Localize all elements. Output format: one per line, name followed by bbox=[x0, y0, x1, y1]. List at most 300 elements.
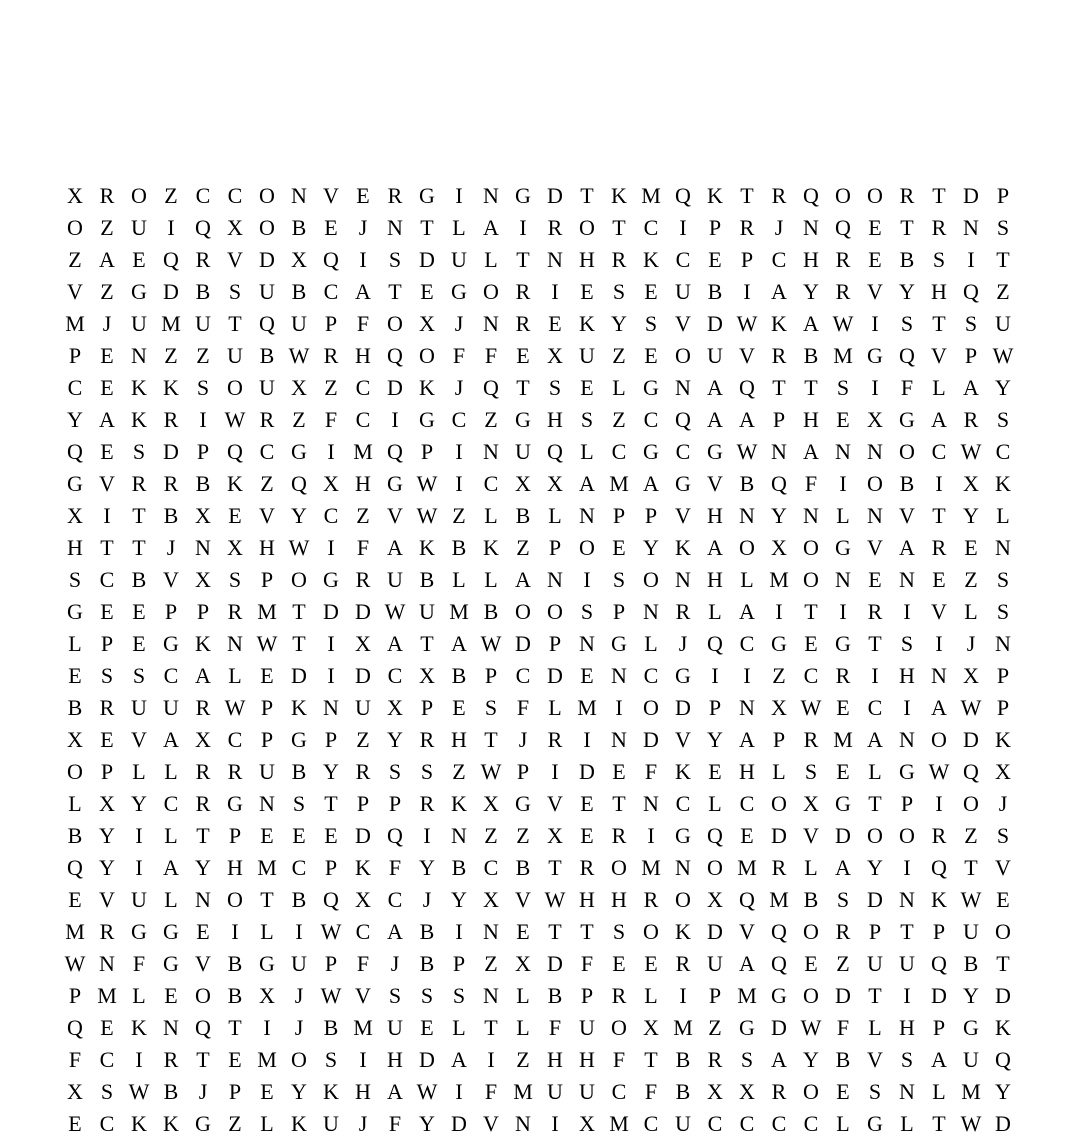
grid-letter: L bbox=[644, 631, 658, 656]
grid-letter: R bbox=[835, 663, 851, 688]
grid-letter: U bbox=[195, 311, 211, 336]
grid-letter: A bbox=[355, 279, 371, 304]
grid-letter: A bbox=[835, 855, 851, 880]
grid-row bbox=[59, 724, 1019, 756]
grid-letter: M bbox=[961, 1079, 981, 1104]
grid-letter: N bbox=[803, 503, 819, 528]
grid-letter: K bbox=[131, 375, 147, 400]
grid-letter: E bbox=[100, 727, 114, 752]
grid-letter: W bbox=[416, 503, 438, 528]
grid-letter: W bbox=[960, 887, 982, 912]
grid-letter: L bbox=[548, 503, 562, 528]
grid-letter: B bbox=[227, 951, 243, 976]
grid-letter: C bbox=[451, 407, 467, 432]
grid-letter: E bbox=[644, 279, 658, 304]
grid-letter: F bbox=[388, 855, 402, 880]
grid-letter: K bbox=[131, 1015, 147, 1040]
grid-letter: E bbox=[132, 599, 146, 624]
grid-letter: Z bbox=[964, 823, 978, 848]
grid-letter: E bbox=[228, 1047, 242, 1072]
grid-letter: D bbox=[867, 887, 883, 912]
grid-letter: G bbox=[515, 791, 531, 816]
grid-letter: S bbox=[644, 311, 658, 336]
grid-letter: S bbox=[484, 695, 498, 720]
grid-row bbox=[59, 852, 1019, 884]
grid-letter: K bbox=[995, 1015, 1011, 1040]
grid-row bbox=[59, 660, 1019, 692]
grid-letter: W bbox=[960, 439, 982, 464]
grid-letter: N bbox=[547, 247, 563, 272]
grid-letter: E bbox=[260, 823, 274, 848]
grid-letter: Z bbox=[772, 663, 786, 688]
grid-letter: I bbox=[743, 663, 751, 688]
grid-letter: F bbox=[900, 375, 914, 400]
grid-letter: E bbox=[516, 919, 530, 944]
grid-letter: N bbox=[291, 183, 307, 208]
grid-letter: F bbox=[132, 951, 146, 976]
grid-letter: A bbox=[803, 439, 819, 464]
grid-letter: T bbox=[644, 1047, 658, 1072]
grid-letter: R bbox=[771, 183, 787, 208]
grid-letter: R bbox=[99, 183, 115, 208]
grid-letter: E bbox=[868, 247, 882, 272]
grid-letter: Q bbox=[931, 855, 947, 880]
grid-letter: L bbox=[708, 791, 722, 816]
grid-letter: Z bbox=[164, 343, 178, 368]
grid-letter: X bbox=[67, 503, 83, 528]
grid-row bbox=[59, 628, 1019, 660]
grid-letter: F bbox=[356, 535, 370, 560]
grid-letter: W bbox=[416, 1079, 438, 1104]
grid-letter: X bbox=[355, 887, 371, 912]
grid-letter: B bbox=[419, 919, 435, 944]
grid-letter: Q bbox=[259, 311, 275, 336]
grid-letter: F bbox=[388, 1111, 402, 1136]
grid-letter: G bbox=[835, 535, 851, 560]
grid-letter: O bbox=[899, 439, 915, 464]
grid-row bbox=[59, 692, 1019, 724]
grid-letter: D bbox=[547, 183, 563, 208]
grid-letter: X bbox=[227, 215, 243, 240]
grid-letter: C bbox=[771, 247, 787, 272]
grid-letter: P bbox=[100, 759, 114, 784]
grid-letter: W bbox=[960, 695, 982, 720]
grid-letter: H bbox=[579, 247, 595, 272]
grid-letter: G bbox=[259, 951, 275, 976]
grid-letter: G bbox=[675, 471, 691, 496]
grid-letter: E bbox=[100, 1015, 114, 1040]
grid-letter: X bbox=[579, 1111, 595, 1136]
grid-letter: Y bbox=[867, 855, 883, 880]
grid-letter: K bbox=[227, 471, 243, 496]
grid-letter: C bbox=[643, 663, 659, 688]
grid-letter: R bbox=[99, 919, 115, 944]
grid-letter: S bbox=[932, 247, 946, 272]
grid-row bbox=[59, 532, 1019, 564]
grid-letter: C bbox=[867, 695, 883, 720]
grid-letter: R bbox=[515, 311, 531, 336]
grid-letter: N bbox=[835, 567, 851, 592]
grid-letter: M bbox=[769, 887, 789, 912]
grid-letter: F bbox=[484, 343, 498, 368]
grid-letter: H bbox=[739, 759, 755, 784]
grid-letter: H bbox=[227, 855, 243, 880]
grid-letter: P bbox=[260, 567, 274, 592]
grid-letter: G bbox=[131, 279, 147, 304]
grid-letter: D bbox=[387, 375, 403, 400]
grid-letter: N bbox=[931, 663, 947, 688]
grid-letter: L bbox=[964, 599, 978, 624]
grid-letter: K bbox=[323, 1079, 339, 1104]
grid-letter: U bbox=[131, 215, 147, 240]
grid-letter: L bbox=[228, 663, 242, 688]
grid-letter: K bbox=[579, 311, 595, 336]
grid-letter: Z bbox=[324, 375, 338, 400]
grid-letter: F bbox=[804, 471, 818, 496]
grid-letter: O bbox=[771, 791, 787, 816]
grid-letter: O bbox=[515, 599, 531, 624]
grid-letter: V bbox=[675, 503, 691, 528]
grid-letter: W bbox=[64, 951, 86, 976]
grid-letter: R bbox=[419, 791, 435, 816]
grid-letter: O bbox=[899, 823, 915, 848]
grid-letter: R bbox=[867, 599, 883, 624]
grid-letter: Y bbox=[707, 727, 723, 752]
grid-letter: Z bbox=[516, 535, 530, 560]
grid-letter: X bbox=[963, 663, 979, 688]
grid-letter: P bbox=[868, 919, 882, 944]
grid-letter: E bbox=[836, 1079, 850, 1104]
grid-letter: G bbox=[835, 631, 851, 656]
grid-letter: V bbox=[323, 183, 339, 208]
grid-letter: D bbox=[963, 183, 979, 208]
grid-letter: K bbox=[675, 535, 691, 560]
grid-letter: D bbox=[355, 823, 371, 848]
grid-letter: Y bbox=[995, 1079, 1011, 1104]
grid-letter: I bbox=[327, 439, 335, 464]
grid-letter: N bbox=[611, 663, 627, 688]
grid-letter: H bbox=[355, 1079, 371, 1104]
grid-letter: C bbox=[259, 439, 275, 464]
grid-letter: C bbox=[355, 375, 371, 400]
grid-letter: R bbox=[195, 247, 211, 272]
grid-letter: E bbox=[100, 343, 114, 368]
grid-letter: O bbox=[227, 887, 243, 912]
grid-letter: O bbox=[291, 567, 307, 592]
grid-letter: O bbox=[259, 215, 275, 240]
grid-letter: L bbox=[516, 983, 530, 1008]
grid-letter: T bbox=[932, 1111, 946, 1136]
grid-letter: G bbox=[899, 759, 915, 784]
grid-letter: A bbox=[99, 247, 115, 272]
grid-letter: X bbox=[515, 951, 531, 976]
grid-letter: Y bbox=[291, 1079, 307, 1104]
grid-letter: A bbox=[163, 855, 179, 880]
grid-letter: N bbox=[899, 887, 915, 912]
grid-letter: D bbox=[323, 599, 339, 624]
grid-letter: I bbox=[519, 215, 527, 240]
grid-letter: V bbox=[67, 279, 83, 304]
grid-letter: M bbox=[353, 439, 373, 464]
grid-letter: C bbox=[675, 439, 691, 464]
grid-letter: X bbox=[227, 535, 243, 560]
grid-letter: R bbox=[835, 919, 851, 944]
grid-letter: X bbox=[355, 631, 371, 656]
grid-letter: K bbox=[675, 759, 691, 784]
grid-letter: R bbox=[259, 407, 275, 432]
grid-letter: L bbox=[932, 375, 946, 400]
grid-letter: B bbox=[163, 1079, 179, 1104]
grid-letter: B bbox=[899, 247, 915, 272]
grid-letter: Q bbox=[323, 887, 339, 912]
grid-letter: G bbox=[163, 919, 179, 944]
grid-letter: U bbox=[995, 311, 1011, 336]
grid-letter: Q bbox=[547, 439, 563, 464]
grid-letter: A bbox=[387, 631, 403, 656]
grid-letter: O bbox=[867, 823, 883, 848]
grid-letter: P bbox=[324, 855, 338, 880]
grid-letter: T bbox=[900, 919, 914, 944]
grid-letter: K bbox=[131, 407, 147, 432]
grid-letter: Y bbox=[419, 855, 435, 880]
grid-letter: N bbox=[611, 727, 627, 752]
grid-letter: P bbox=[708, 983, 722, 1008]
grid-letter: A bbox=[387, 535, 403, 560]
grid-letter: H bbox=[803, 247, 819, 272]
grid-letter: O bbox=[803, 919, 819, 944]
grid-letter: Q bbox=[387, 343, 403, 368]
grid-letter: E bbox=[580, 663, 594, 688]
grid-letter: F bbox=[548, 1015, 562, 1040]
grid-letter: C bbox=[803, 1111, 819, 1136]
grid-letter: W bbox=[736, 439, 758, 464]
grid-letter: E bbox=[580, 279, 594, 304]
grid-letter: Q bbox=[739, 887, 755, 912]
grid-letter: N bbox=[995, 535, 1011, 560]
grid-letter: Q bbox=[323, 247, 339, 272]
grid-letter: M bbox=[257, 855, 277, 880]
grid-letter: T bbox=[484, 1015, 498, 1040]
grid-letter: V bbox=[355, 983, 371, 1008]
grid-letter: G bbox=[963, 1015, 979, 1040]
grid-letter: O bbox=[643, 695, 659, 720]
grid-letter: P bbox=[708, 695, 722, 720]
grid-letter: T bbox=[612, 215, 626, 240]
grid-letter: L bbox=[164, 823, 178, 848]
grid-letter: Y bbox=[899, 279, 915, 304]
grid-letter: R bbox=[739, 215, 755, 240]
grid-letter: L bbox=[836, 503, 850, 528]
grid-letter: F bbox=[644, 1079, 658, 1104]
grid-row bbox=[59, 244, 1019, 276]
grid-letter: C bbox=[195, 183, 211, 208]
grid-letter: I bbox=[551, 1111, 559, 1136]
grid-letter: H bbox=[67, 535, 83, 560]
grid-letter: V bbox=[707, 471, 723, 496]
grid-letter: G bbox=[195, 1111, 211, 1136]
grid-letter: J bbox=[166, 535, 176, 560]
grid-letter: X bbox=[67, 1079, 83, 1104]
grid-letter: C bbox=[227, 183, 243, 208]
grid-letter: I bbox=[615, 695, 623, 720]
grid-letter: C bbox=[355, 407, 371, 432]
grid-letter: I bbox=[935, 791, 943, 816]
grid-letter: C bbox=[323, 503, 339, 528]
grid-letter: Z bbox=[356, 503, 370, 528]
grid-letter: Q bbox=[227, 439, 243, 464]
grid-letter: O bbox=[803, 1079, 819, 1104]
grid-letter: Q bbox=[963, 759, 979, 784]
grid-letter: E bbox=[836, 407, 850, 432]
grid-letter: D bbox=[835, 983, 851, 1008]
grid-letter: S bbox=[388, 759, 402, 784]
grid-letter: Q bbox=[675, 407, 691, 432]
grid-letter: P bbox=[964, 343, 978, 368]
grid-letter: P bbox=[644, 503, 658, 528]
grid-letter: X bbox=[803, 791, 819, 816]
grid-letter: G bbox=[675, 823, 691, 848]
grid-letter: A bbox=[387, 1079, 403, 1104]
grid-letter: C bbox=[99, 567, 115, 592]
grid-letter: Y bbox=[803, 279, 819, 304]
grid-letter: P bbox=[996, 695, 1010, 720]
grid-letter: L bbox=[484, 503, 498, 528]
grid-letter: B bbox=[451, 663, 467, 688]
grid-letter: E bbox=[996, 887, 1010, 912]
grid-letter: V bbox=[675, 311, 691, 336]
grid-letter: I bbox=[135, 1047, 143, 1072]
grid-letter: P bbox=[612, 599, 626, 624]
grid-row bbox=[59, 948, 1019, 980]
grid-letter: R bbox=[611, 823, 627, 848]
grid-letter: E bbox=[260, 1079, 274, 1104]
grid-letter: G bbox=[419, 183, 435, 208]
grid-letter: S bbox=[580, 407, 594, 432]
grid-letter: T bbox=[900, 215, 914, 240]
grid-letter: E bbox=[612, 951, 626, 976]
grid-row bbox=[59, 1108, 1019, 1140]
grid-letter: P bbox=[260, 727, 274, 752]
grid-letter: G bbox=[67, 599, 83, 624]
grid-letter: I bbox=[903, 983, 911, 1008]
grid-letter: V bbox=[163, 567, 179, 592]
grid-letter: K bbox=[163, 1111, 179, 1136]
grid-letter: U bbox=[579, 1015, 595, 1040]
grid-letter: P bbox=[580, 983, 594, 1008]
grid-letter: J bbox=[422, 887, 432, 912]
grid-letter: M bbox=[769, 567, 789, 592]
grid-letter: M bbox=[65, 311, 85, 336]
grid-letter: B bbox=[195, 279, 211, 304]
grid-letter: S bbox=[996, 407, 1010, 432]
grid-letter: N bbox=[867, 503, 883, 528]
grid-letter: P bbox=[196, 439, 210, 464]
grid-letter: C bbox=[643, 215, 659, 240]
grid-letter: E bbox=[68, 1111, 82, 1136]
grid-letter: N bbox=[899, 727, 915, 752]
grid-letter: R bbox=[931, 215, 947, 240]
grid-letter: X bbox=[291, 247, 307, 272]
grid-letter: I bbox=[455, 471, 463, 496]
grid-letter: X bbox=[707, 1079, 723, 1104]
grid-letter: E bbox=[356, 183, 370, 208]
grid-letter: I bbox=[679, 983, 687, 1008]
grid-letter: B bbox=[515, 855, 531, 880]
grid-letter: M bbox=[673, 1015, 693, 1040]
grid-letter: Z bbox=[100, 279, 114, 304]
grid-letter: Z bbox=[516, 823, 530, 848]
grid-letter: B bbox=[195, 471, 211, 496]
grid-letter: O bbox=[643, 567, 659, 592]
grid-letter: H bbox=[259, 535, 275, 560]
grid-letter: A bbox=[483, 215, 499, 240]
grid-letter: T bbox=[132, 503, 146, 528]
grid-letter: B bbox=[515, 503, 531, 528]
grid-letter: D bbox=[963, 727, 979, 752]
grid-letter: I bbox=[711, 663, 719, 688]
grid-letter: C bbox=[675, 791, 691, 816]
grid-letter: I bbox=[871, 375, 879, 400]
grid-letter: O bbox=[259, 183, 275, 208]
grid-letter: L bbox=[68, 631, 82, 656]
grid-letter: T bbox=[548, 855, 562, 880]
grid-letter: R bbox=[771, 1079, 787, 1104]
grid-letter: I bbox=[583, 567, 591, 592]
grid-letter: F bbox=[516, 695, 530, 720]
grid-letter: T bbox=[548, 919, 562, 944]
grid-letter: L bbox=[132, 983, 146, 1008]
grid-letter: A bbox=[739, 407, 755, 432]
grid-letter: N bbox=[739, 503, 755, 528]
grid-letter: D bbox=[771, 1015, 787, 1040]
grid-letter: X bbox=[867, 407, 883, 432]
grid-letter: S bbox=[132, 663, 146, 688]
grid-letter: A bbox=[643, 471, 659, 496]
grid-letter: R bbox=[611, 983, 627, 1008]
grid-letter: S bbox=[836, 887, 850, 912]
grid-row bbox=[59, 884, 1019, 916]
grid-letter: C bbox=[707, 1111, 723, 1136]
grid-letter: A bbox=[451, 631, 467, 656]
grid-letter: K bbox=[291, 695, 307, 720]
grid-letter: B bbox=[451, 535, 467, 560]
grid-letter: I bbox=[167, 215, 175, 240]
grid-letter: V bbox=[259, 503, 275, 528]
grid-letter: W bbox=[832, 311, 854, 336]
grid-letter: O bbox=[387, 311, 403, 336]
grid-letter: I bbox=[551, 759, 559, 784]
grid-letter: J bbox=[966, 631, 976, 656]
grid-letter: H bbox=[387, 1047, 403, 1072]
grid-letter: S bbox=[612, 279, 626, 304]
grid-letter: R bbox=[419, 727, 435, 752]
grid-letter: U bbox=[515, 439, 531, 464]
grid-letter: M bbox=[353, 1015, 373, 1040]
grid-letter: G bbox=[643, 439, 659, 464]
grid-letter: F bbox=[452, 343, 466, 368]
grid-letter: W bbox=[224, 407, 246, 432]
grid-letter: E bbox=[804, 631, 818, 656]
grid-letter: O bbox=[291, 1047, 307, 1072]
grid-letter: R bbox=[131, 471, 147, 496]
grid-letter: D bbox=[995, 983, 1011, 1008]
grid-letter: N bbox=[195, 535, 211, 560]
grid-letter: E bbox=[708, 247, 722, 272]
grid-letter: U bbox=[707, 951, 723, 976]
grid-letter: E bbox=[100, 375, 114, 400]
grid-letter: V bbox=[739, 919, 755, 944]
grid-letter: O bbox=[867, 183, 883, 208]
